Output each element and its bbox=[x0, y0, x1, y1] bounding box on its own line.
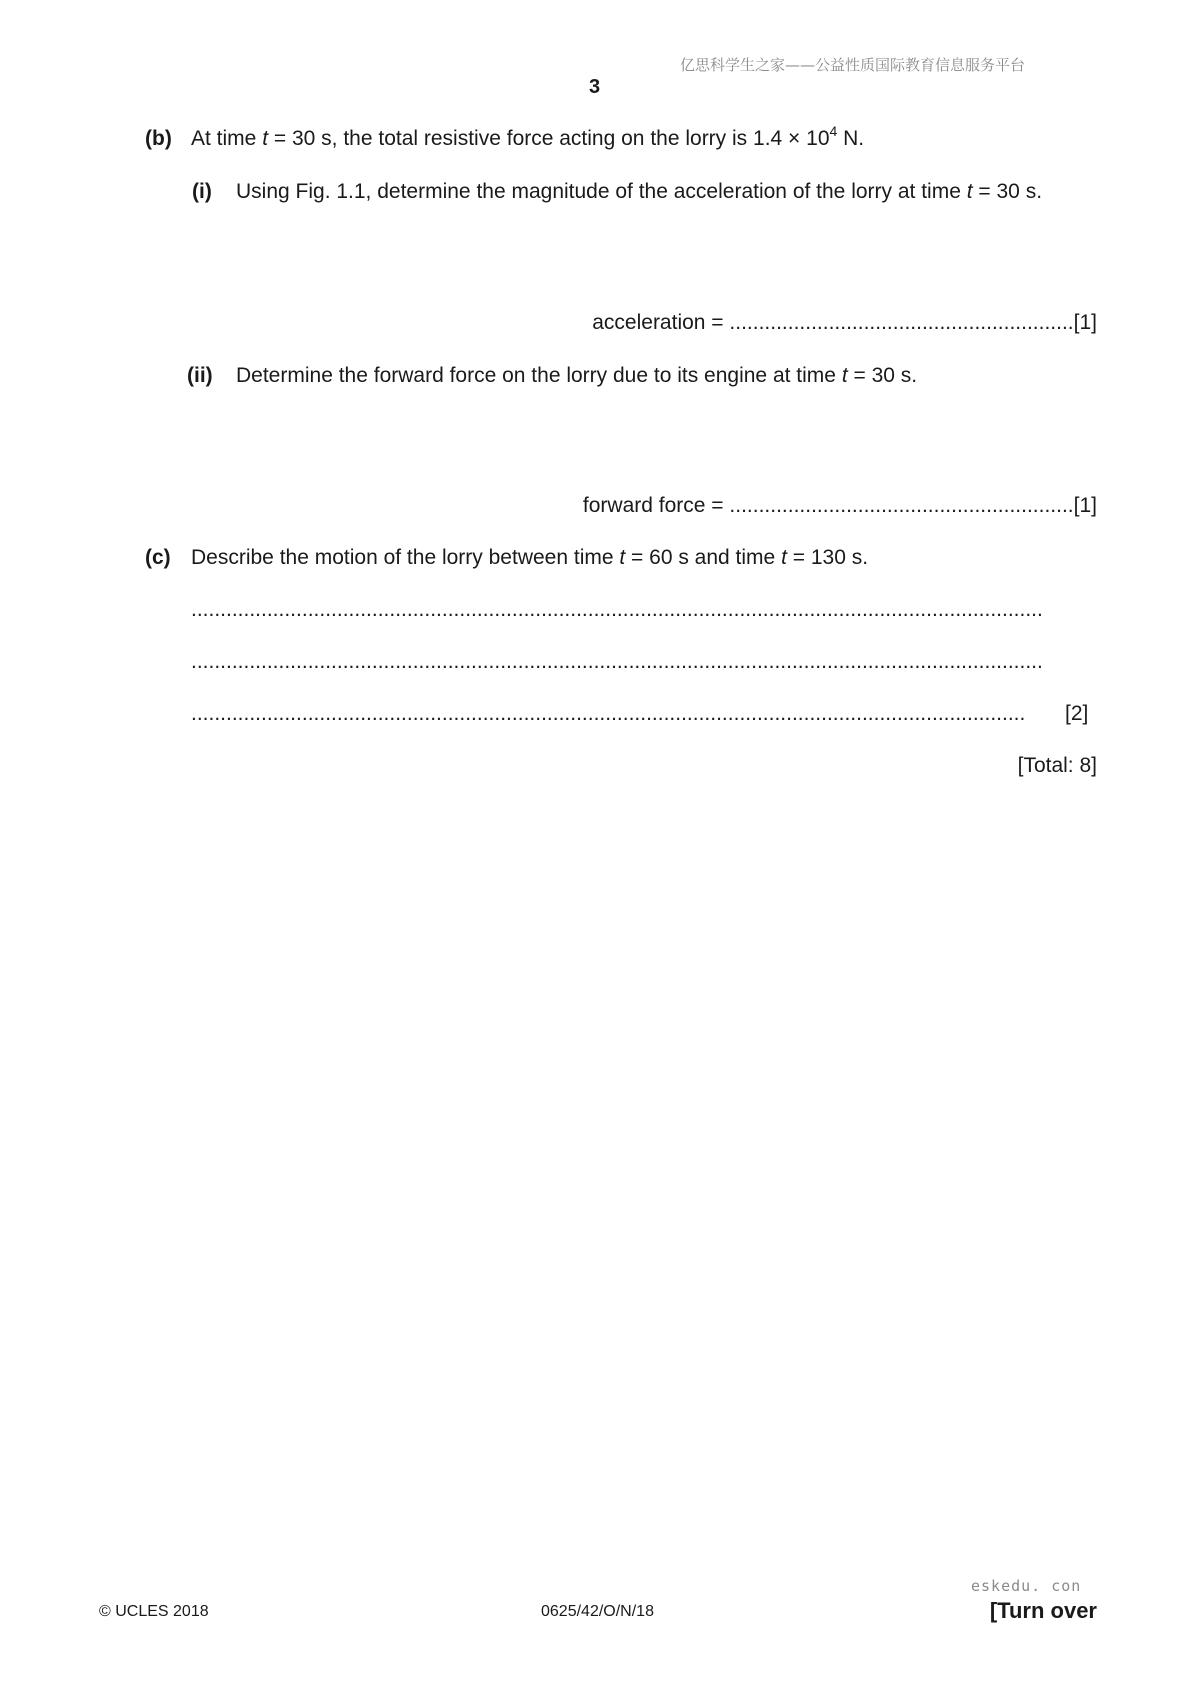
answer-line-1[interactable]: .................................................................................................................................................. bbox=[191, 598, 1043, 621]
watermark-text: 亿思科学生之家——公益性质国际教育信息服务平台 bbox=[680, 56, 1026, 74]
acceleration-label: acceleration = bbox=[592, 311, 730, 334]
subquestion-label-ii: (ii) bbox=[187, 364, 213, 387]
marks-ii: [1] bbox=[1073, 494, 1097, 517]
answer-line-3-row[interactable] bbox=[191, 702, 1097, 726]
eskedu-watermark: eskedu. con bbox=[971, 1577, 1082, 1595]
turn-over: [Turn over bbox=[989, 1598, 1097, 1623]
page-number: 3 bbox=[589, 76, 601, 98]
question-b-text: At time t = 30 s, the total resistive force acting on the lorry is $1.4 \times 10^4$ N. bbox=[191, 123, 865, 150]
question-label-c: (c) bbox=[145, 546, 171, 569]
marks-c: [2] bbox=[1065, 702, 1089, 725]
marks-i: [1] bbox=[1073, 311, 1097, 334]
question-c-text: Describe the motion of the lorry between time t = 60 s and time t = 130 s. bbox=[191, 546, 869, 569]
subquestion-i-text: Using Fig. 1.1, determine the magnitude of the acceleration of the lorry at time t = 30 s. bbox=[236, 180, 1043, 203]
exponent: 4 bbox=[829, 123, 838, 139]
question-label-b: (b) bbox=[145, 127, 172, 150]
total-marks: [Total: 8] bbox=[1017, 754, 1097, 777]
forward-force-label: forward force = bbox=[582, 494, 730, 517]
answer-line-2[interactable]: .................................................................................................................................................. bbox=[191, 650, 1043, 673]
forward-force-dots[interactable]: ........................................................... bbox=[729, 494, 1074, 517]
subquestion-ii-text: Determine the forward force on the lorry due to its engine at time t = 30 s. bbox=[236, 364, 918, 387]
paper-code: 0625/42/O/N/18 bbox=[541, 1603, 654, 1620]
forward-force-answer-line[interactable] bbox=[583, 494, 1097, 518]
copyright: © UCLES 2018 bbox=[99, 1603, 209, 1620]
acceleration-dots[interactable]: ........................................................... bbox=[729, 311, 1074, 334]
answer-line-3[interactable]: ............................................................................................................................................... bbox=[191, 702, 1026, 725]
subquestion-label-i: (i) bbox=[192, 180, 212, 203]
acceleration-answer-line[interactable] bbox=[592, 311, 1097, 335]
